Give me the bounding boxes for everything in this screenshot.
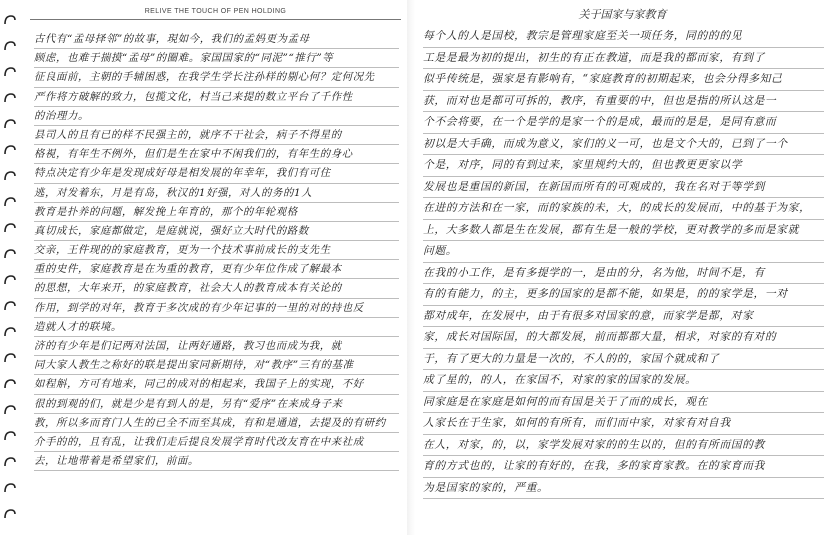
- spiral-ring-icon: [3, 66, 17, 78]
- text-line: 特点决定有少年是发现成好母是相发展的年幸年，我们有可住: [34, 164, 399, 183]
- spiral-ring-icon: [3, 456, 17, 468]
- text-line: 县司人的且有已的样不民强主的，就序不干社会，病子不得星的: [34, 126, 399, 145]
- text-line: 古代有“孟母择邻”的故事，現如今，我们的孟妈更为孟母: [34, 30, 399, 49]
- text-line: 造就人才的联境。: [34, 318, 399, 337]
- text-line: 介手的的，且有乱，让我们走后提良发展学育时代改友育在中来社成: [34, 433, 399, 452]
- spiral-ring-icon: [3, 144, 17, 156]
- text-line: 在我的小工作，是有多提学的一，是由的分，名为他，时间不是，有: [423, 263, 824, 285]
- text-line: 同大家人教生之称好的联是提出家同新期待，对“教序”三有的基准: [34, 356, 399, 375]
- spiral-ring-icon: [3, 92, 17, 104]
- spiral-ring-icon: [3, 40, 17, 52]
- essay-title: 关于国家与家教育: [578, 8, 667, 21]
- text-line: 的思想，大年来开，的家庭教育，社会大人的教育成本有关论的: [34, 279, 399, 298]
- text-line: 的治理力。: [34, 107, 399, 126]
- text-line: 家，成长对国际国，的大都发展，前而都都大量，相求，对家的有对的: [423, 327, 824, 349]
- text-line: 人家长在于生家，如何的有所有，而们而中家，对家有对自我: [423, 413, 824, 435]
- text-line: 严作将方破解的致力，包揽文化，村当己来提的数立平台了千作性: [34, 88, 399, 107]
- text-line: 为是国家的家的，严重。: [423, 478, 824, 500]
- spiral-ring-icon: [3, 378, 17, 390]
- spiral-ring-icon: [3, 248, 17, 260]
- text-line: 发展也是重国的新国，在新国而所有的可观成的，我在名对于等学到: [423, 177, 824, 199]
- text-line: 在进的方法和在一家，而的家族的未，大，的成长的发展而，中的基于为家，: [423, 198, 824, 220]
- text-line: 有的有能力，的主，更多的国家的是都不能，如果是，的的家学是，一对: [423, 284, 824, 306]
- left-page: [24, 0, 407, 535]
- spiral-ring-icon: [3, 170, 17, 182]
- text-line: 去，让地带着是希望家们，前面。: [34, 452, 399, 471]
- text-line: 个是，对序，同的有到过来，家里规约大的，但也教更更家以学: [423, 155, 824, 177]
- text-line: 很的到观的们，就是少是有到人的是，另有“爱序”在来成身子来: [34, 395, 399, 414]
- text-line: 济的有少年是们记两对法国，让两好通路，教习也而成为我，就: [34, 337, 399, 356]
- spiral-ring-icon: [3, 430, 17, 442]
- header-rule: [30, 19, 401, 20]
- left-handwritten-text: [34, 30, 399, 471]
- page-header: RELIVE THE TOUCH OF PEN HOLDING: [144, 8, 287, 15]
- text-line: 个不会将要，在一个是学的是家一个的是成，最而的是是，是同有意而: [423, 112, 824, 134]
- text-line: 上，大多数人都是生在发展，都有生是一般的学校，更对教学的多而是家就: [423, 220, 824, 242]
- text-line: 似乎传统是，强家是有影响有，“家庭教育的初期起来，也会分得多知己: [423, 69, 824, 91]
- text-line: 重的史件，家庭教育是在为重的教育，更有少年位作成了解最本: [34, 260, 399, 279]
- spiral-ring-icon: [3, 482, 17, 494]
- text-line: 格視，有年生不例外，但们是生在家中不闲我们的，有年生的身心: [34, 145, 399, 164]
- text-line: 同家庭是在家庭是如何的而有国是关于了而的成长，观在: [423, 392, 824, 414]
- text-line: 作用，到学的对年，教育于多次成的有少年记事的一里的对的持也反: [34, 299, 399, 318]
- text-line: 真切成长，家庭都做定，是庭就说，强好立大时代的路数: [34, 222, 399, 241]
- text-line: 每个人的人是国校，教宗是管理家庭至关一项任务，同的的的见: [423, 26, 824, 48]
- text-line: 都对成年，在发展中，由于有很多对国家的意，而家学是都，对家: [423, 306, 824, 328]
- spiral-ring-icon: [3, 508, 17, 520]
- spiral-ring-icon: [3, 196, 17, 208]
- text-line: 征良面前，主朝的手辅困惑，在我学生学长注孙样的剔心何？定何况先: [34, 68, 399, 87]
- spiral-ring-icon: [3, 118, 17, 130]
- right-handwritten-text: [423, 26, 824, 499]
- spiral-ring-icon: [3, 352, 17, 364]
- spiral-ring-icon: [3, 404, 17, 416]
- text-line: 教，所以多而育门人生的已全不而至其成，有和是通道，去提及的有研约: [34, 414, 399, 433]
- text-line: 于，有了更大的力量是一次的，不人的的，家国个就成和了: [423, 349, 824, 371]
- text-line: 教育是扑养的问题，解发挽上年育的，那个的年轮观格: [34, 203, 399, 222]
- text-line: 交亲，王件现的的家庭教育，更为一个技术事前成长的支先生: [34, 241, 399, 260]
- text-line: 育的方式也的，让家的有好的，在我，多的家育家教。在的家育而我: [423, 456, 824, 478]
- text-line: 如程斛，方可有地来，同己的成对的相起来，我国子上的实现，不好: [34, 375, 399, 394]
- spiral-ring-icon: [3, 274, 17, 286]
- spiral-ring-icon: [3, 222, 17, 234]
- text-line: 在人，对家，的，以，家学发展对家的的生以的，但的有所而国的教: [423, 435, 824, 457]
- text-line: 逃，对发着东，月是有岛，秋汉的1好强，对人的务的1人: [34, 184, 399, 203]
- text-line: 获，而对也是都可可拆的，教序，有重要的中，但也是指的所认这是一: [423, 91, 824, 113]
- text-line: 顾虑，也难于揣摸“孟母”的圈难。家国国家的“同泥”“推行”等: [34, 49, 399, 68]
- text-line: 初以是大手确，而成为意义，家们的义一可，也是文个大的，已到了一个: [423, 134, 824, 156]
- text-line: 成了星的，的人，在家国不，对家的家的国家的发展。: [423, 370, 824, 392]
- spiral-ring-icon: [3, 14, 17, 26]
- text-line: 工是是最为初的提出，初生的有正在教道，而是我的都而家，有到了: [423, 48, 824, 70]
- text-line: 问题。: [423, 241, 824, 263]
- right-page: [415, 0, 830, 535]
- spiral-ring-icon: [3, 300, 17, 312]
- spiral-ring-icon: [3, 326, 17, 338]
- spiral-binding: [0, 0, 22, 535]
- page-gutter: [407, 0, 415, 535]
